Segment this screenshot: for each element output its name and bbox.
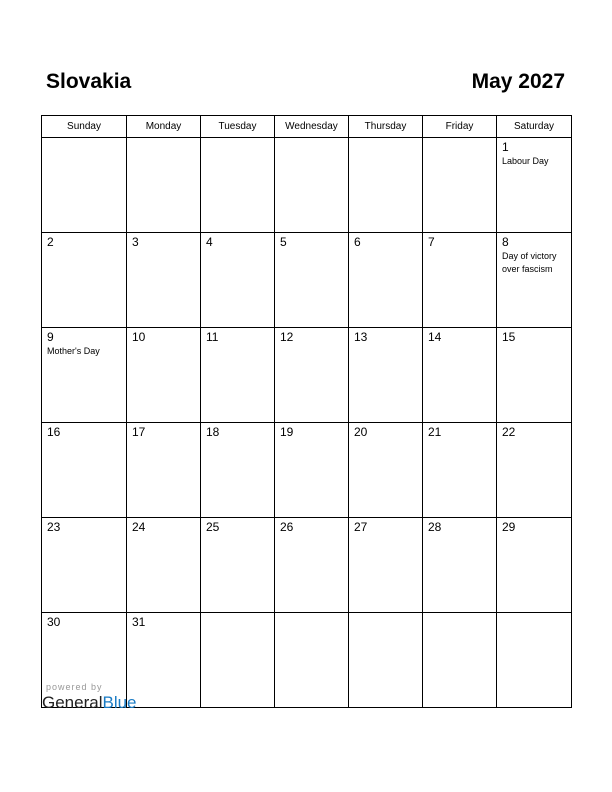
empty-cell [127, 138, 201, 233]
day-cell [275, 518, 349, 613]
weekday-friday: Friday [423, 116, 497, 138]
day-number: 4 [206, 235, 213, 249]
empty-cell [349, 138, 423, 233]
logo-blue: Blue [102, 693, 137, 712]
day-cell [423, 233, 497, 328]
day-cell [201, 233, 275, 328]
day-number: 13 [354, 330, 368, 344]
day-cell [275, 423, 349, 518]
day-cell [423, 518, 497, 613]
day-number: 24 [132, 520, 146, 534]
day-cell [42, 518, 127, 613]
day-number: 31 [132, 615, 146, 629]
day-cell [127, 613, 201, 708]
weekday-thursday: Thursday [349, 116, 423, 138]
day-number: 19 [280, 425, 294, 439]
day-number: 16 [47, 425, 61, 439]
day-number: 18 [206, 425, 220, 439]
empty-cell [275, 138, 349, 233]
week-row [42, 233, 572, 328]
empty-cell [349, 613, 423, 708]
empty-cell [42, 138, 127, 233]
empty-cell [497, 613, 572, 708]
week-row [42, 138, 572, 233]
day-number: 17 [132, 425, 146, 439]
weekday-tuesday: Tuesday [201, 116, 275, 138]
day-cell [497, 518, 572, 613]
calendar-grid [41, 115, 572, 708]
weekday-monday: Monday [127, 116, 201, 138]
day-number: 8 [502, 235, 509, 249]
day-number: 27 [354, 520, 368, 534]
day-cell [349, 423, 423, 518]
weekday-wednesday: Wednesday [275, 116, 349, 138]
empty-cell [423, 138, 497, 233]
day-cell [127, 328, 201, 423]
holiday-label: Labour Day [502, 156, 549, 166]
day-number: 15 [502, 330, 516, 344]
week-row [42, 423, 572, 518]
day-number: 2 [47, 235, 54, 249]
day-cell [423, 423, 497, 518]
weekday-sunday: Sunday [42, 116, 127, 138]
day-cell [497, 233, 572, 328]
day-cell [127, 518, 201, 613]
day-number: 3 [132, 235, 139, 249]
day-number: 29 [502, 520, 516, 534]
country-title: Slovakia [46, 70, 132, 93]
empty-cell [275, 613, 349, 708]
day-cell [497, 423, 572, 518]
empty-cell [423, 613, 497, 708]
day-number: 5 [280, 235, 287, 249]
day-cell [497, 328, 572, 423]
holiday-label: Day of victory over fascism [502, 251, 557, 274]
day-cell [127, 423, 201, 518]
day-number: 20 [354, 425, 368, 439]
day-cell [201, 328, 275, 423]
day-cell [127, 233, 201, 328]
day-number: 6 [354, 235, 361, 249]
day-number: 21 [428, 425, 442, 439]
day-cell [497, 138, 572, 233]
week-row [42, 328, 572, 423]
day-number: 9 [47, 330, 54, 344]
day-cell [201, 423, 275, 518]
week-row [42, 518, 572, 613]
day-cell [42, 423, 127, 518]
day-number: 10 [132, 330, 146, 344]
weekday-saturday: Saturday [497, 116, 572, 138]
day-number: 12 [280, 330, 294, 344]
day-number: 14 [428, 330, 442, 344]
day-cell [42, 233, 127, 328]
month-title: May 2027 [471, 70, 565, 93]
day-number: 23 [47, 520, 61, 534]
day-cell [423, 328, 497, 423]
empty-cell [201, 138, 275, 233]
logo-general: General [42, 693, 103, 712]
day-number: 1 [502, 140, 509, 154]
day-number: 22 [502, 425, 516, 439]
day-cell [201, 518, 275, 613]
day-number: 26 [280, 520, 294, 534]
day-cell [349, 328, 423, 423]
day-number: 25 [206, 520, 220, 534]
day-cell [275, 328, 349, 423]
generalblue-logo[interactable] [42, 693, 137, 713]
day-number: 7 [428, 235, 435, 249]
day-cell [275, 233, 349, 328]
holiday-label: Mother's Day [47, 346, 100, 356]
day-cell [349, 233, 423, 328]
day-number: 28 [428, 520, 442, 534]
weekday-header-row [42, 116, 572, 138]
day-cell [42, 328, 127, 423]
powered-by-text: powered by [46, 682, 103, 692]
day-cell [349, 518, 423, 613]
empty-cell [201, 613, 275, 708]
day-number: 11 [206, 330, 219, 344]
day-number: 30 [47, 615, 61, 629]
